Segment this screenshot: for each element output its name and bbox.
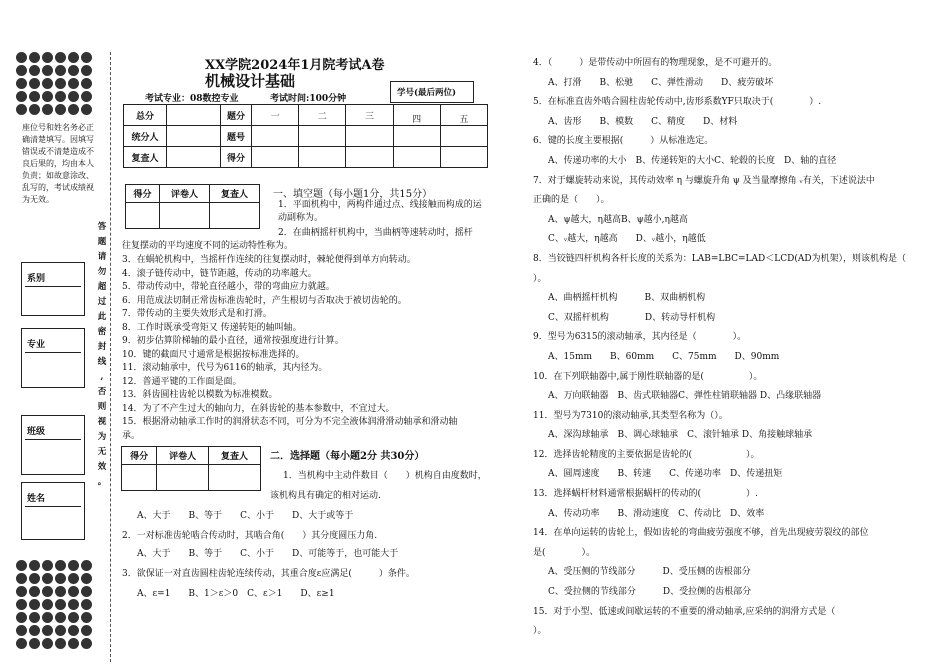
right-line: 12．选择齿轮精度的主要依据是齿轮的( ）。: [533, 449, 760, 460]
score-cell[interactable]: [440, 147, 487, 168]
grader-name-label: 评卷人: [159, 185, 209, 203]
class-label: 班级: [25, 416, 81, 440]
fill-question: 10．键的截面尺寸通常是根据按标准选择的。: [122, 349, 305, 360]
binding-holes-top: [16, 52, 93, 116]
grader-cell[interactable]: [209, 203, 259, 229]
score-cell[interactable]: [346, 147, 393, 168]
right-line: 6．键的长度主要根据( ）从标准选定。: [533, 136, 714, 147]
fill-question: 5．带动传动中，带轮直径越小，带的弯曲应力就越。: [122, 282, 335, 292]
right-column-questions: [533, 54, 928, 642]
class-field[interactable]: [21, 415, 85, 475]
right-line: A、打滑 B、松驰 C、弹性滑动 D、疲劳破坏: [548, 77, 774, 88]
right-line: 是( ）。: [533, 547, 596, 558]
reviewer-cell[interactable]: [167, 147, 221, 168]
right-line: ）。: [533, 273, 547, 284]
choice-question-2-options: A、大于 B、等于 C、小于 D、可能等于，也可能大于: [137, 549, 399, 559]
earned-score-label: 得分: [221, 147, 252, 168]
score-total-label: 总分: [124, 105, 167, 126]
fill-question-1: 1．平面机构中，两构件通过点、线接触而构成的运动副称为。: [278, 200, 482, 223]
choice-question-3: 3．欲保证一对直齿圆柱齿轮连续传动，其重合度ε应满足( ）条件。: [122, 569, 415, 579]
grader-score-label: 得分: [122, 447, 157, 465]
right-line: 14．在单向运转的齿轮上，假如齿轮的弯曲疲劳强度不够，首先出现疲劳裂纹的部位: [533, 528, 869, 539]
choice-question-1a: 1．当机构中主动件数目（ ）机构自由度数时，: [283, 471, 487, 481]
grader-table-section2: [121, 446, 261, 491]
right-line: A、ψ越大，η越高B、ψ越小,η越高: [548, 214, 688, 225]
tally-person-cell[interactable]: [167, 126, 221, 147]
major-label: 专业: [25, 329, 81, 353]
course-title: 机械设计基础: [205, 72, 296, 90]
choice-question-2: 2．一对标准齿轮啮合传动时，其啮合角( ）其分度圆压力角.: [122, 531, 378, 541]
grader-score-label: 得分: [126, 185, 160, 203]
name-label: 姓名: [25, 483, 81, 507]
choice-question-1b: 该机构具有确定的相对运动.: [270, 491, 381, 501]
fill-question-15a: 15．根据滑动轴承工作时的润滑状态不同，可分为不完全液体润滑滑动轴承和滑动轴: [122, 417, 458, 427]
right-line: A、齿形 B、模数 C、精度 D、材料: [548, 116, 738, 127]
right-line: 5．在标准直齿外啮合圆柱齿轮传动中,齿形系数YF只取决于( ）.: [533, 97, 822, 108]
fill-question: 14．为了不产生过大的轴向力，在斜齿轮的基本参数中，不宜过大。: [122, 403, 395, 414]
section2-title: 二．选择题（每小题2分 共30分）: [270, 451, 425, 462]
right-line: 7．对于螺旋转动来说，其传动效率 η 与螺旋升角 ψ 及当量摩擦角 ᵥ有关，下述说法中: [533, 175, 875, 186]
grader-reviewer-label: 复查人: [209, 185, 259, 203]
right-line: 10．在下列联轴器中,属于刚性联轴器的是( ）。: [533, 371, 763, 382]
right-line: A、深沟球轴承 B、调心球轴承 C、滚针轴承 D、角接触球轴承: [548, 430, 813, 441]
student-no-label: 学号(最后两位): [397, 88, 457, 98]
right-line: C、双摇杆机构 D、转动导杆机构: [548, 312, 716, 323]
right-line: A、万向联轴器 B、齿式联轴器C、弹性柱销联轴器 D、凸缘联轴器: [548, 391, 822, 402]
col-header-1: 一: [252, 105, 299, 126]
tally-person-label: 统分人: [124, 126, 167, 147]
fill-question: 7．带传动的主要失效形式是和打滑。: [122, 309, 272, 319]
fill-question: 9．初步估算阶梯轴的最小直径，通常按强度进行计算。: [122, 336, 344, 346]
question-no-label: 题号: [221, 126, 252, 147]
right-line: 9．型号为6315的滚动轴承，其内径是（ ）。: [533, 332, 747, 343]
grader-cell[interactable]: [122, 465, 157, 491]
col-header-5: 五: [440, 105, 487, 126]
right-line: 13．选择蜗杆材料通常根据蜗杆的传动的( ）.: [533, 489, 758, 500]
score-cell[interactable]: [252, 147, 299, 168]
seat-instruction-note: 座位号和姓名务必正确清楚填写。因填写错误或不清楚造成不良后果的，均由本人负责；如故意涂改、乱写的，考试成绩视为无效。: [22, 123, 94, 204]
score-table: [123, 104, 488, 168]
right-line: A、传递功率的大小 B、传递转矩的大小C、轮毂的长度 D、轴的直径: [548, 155, 837, 166]
score-cell[interactable]: [393, 126, 440, 147]
reviewer-label: 复查人: [124, 147, 167, 168]
fill-question-2b: 往复摆动的平均速度不同的运动特性称为。: [122, 241, 294, 251]
department-label: 系别: [25, 263, 81, 287]
fill-question: 13．斜齿圆柱齿轮以模数为标准模数。: [122, 390, 278, 400]
major-field[interactable]: [21, 328, 85, 388]
exam-title: XX学院2024年1月院考试A卷: [205, 58, 385, 73]
right-line: 正确的是（ ）。: [533, 195, 610, 206]
grader-table-section1: [125, 184, 260, 229]
right-line: 4．（ ）是带传动中所固有的物理现象，是不可避开的。: [533, 58, 778, 68]
score-cell[interactable]: [440, 126, 487, 147]
right-line: 11．型号为7310的滚动轴承,其类型名称为（）。: [533, 410, 728, 421]
fill-question: 11．滚动轴承中，代号为6116的轴承，其内径为。: [122, 363, 328, 373]
right-line: A、曲柄摇杆机构 B、双曲柄机构: [548, 293, 706, 304]
right-line: A、传动功率 B、滑动速度 C、传动比 D、效率: [548, 508, 765, 519]
score-cell[interactable]: [346, 126, 393, 147]
fill-question: 3．在蜗轮机构中，当摇杆作连续的往复摆动时，棘轮便得到单方向转动。: [122, 255, 416, 265]
grader-name-label: 评卷人: [157, 447, 209, 465]
exam-major: 考试专业：08数控专业: [145, 94, 239, 104]
section1-title: 一、填空题（每小题1分，共15分）: [273, 189, 433, 200]
department-field[interactable]: [21, 262, 85, 316]
score-cell[interactable]: [393, 147, 440, 168]
col-header-3: 三: [346, 105, 393, 126]
right-line: C、ᵥ越大，η越高 D、ᵥ越小，η越低: [548, 234, 706, 245]
col-header-4: 四: [393, 105, 440, 126]
grader-reviewer-label: 复查人: [209, 447, 261, 465]
binding-holes-bottom: [16, 560, 93, 650]
student-no-box[interactable]: [390, 81, 474, 103]
fill-question: 4．滚子链传动中，链节距越，传动的功率越大。: [122, 268, 317, 279]
right-line: A、受压侧的节线部分 D、受压侧的齿根部分: [548, 567, 751, 578]
score-cell[interactable]: [299, 126, 346, 147]
right-line: ）。: [533, 626, 547, 637]
score-cell[interactable]: [252, 126, 299, 147]
grader-cell[interactable]: [209, 465, 261, 491]
fill-questions-list: [122, 254, 492, 443]
fill-question: 6．用范成法切制正常齿标准齿轮时，产生根切与否取决于被切齿轮的。: [122, 295, 407, 306]
score-cell[interactable]: [299, 147, 346, 168]
question-score-label: 题分: [221, 105, 252, 126]
right-line: 15．对于小型、低速或间歇运转的不重要的滑动轴承,应采纳的润滑方式是（: [533, 606, 836, 617]
right-line: A、圆周速度 B、转速 C、传递功率 D、传递扭矩: [548, 469, 783, 480]
fill-question-15b: 承。: [122, 430, 141, 441]
score-total-cell[interactable]: [167, 105, 221, 126]
grader-cell[interactable]: [159, 203, 209, 229]
exam-time: 考试时间:100分钟: [270, 94, 347, 104]
name-field[interactable]: [21, 482, 85, 540]
right-line: 8．当铰链四杆机构各杆长度的关系为：LAB=LBC=LAD＜LCD(AD为机架），则该机构是（: [533, 253, 907, 264]
right-line: A、15mm B、60mm C、75mm D、90mm: [548, 351, 780, 362]
col-header-2: 二: [299, 105, 346, 126]
seal-line-warning: 答 题 请 勿 超 过 此 密 封 线 , 否 则 视 为 无 效 。: [97, 222, 107, 487]
fill-question: 12．普通平键的工作面是面。: [122, 376, 242, 387]
grader-cell[interactable]: [126, 203, 160, 229]
right-line: C、受拉侧的节线部分 D、受拉侧的齿根部分: [548, 587, 752, 598]
fill-question-2a: 2．在曲柄摇杆机构中，当曲柄等速转动时，摇杆: [278, 228, 473, 238]
fill-question: 8．工作时既承受弯矩又 传递转矩的轴叫轴。: [122, 322, 302, 333]
choice-question-1-options: A、大于 B、等于 C、小于 D、大于或等于: [137, 511, 354, 521]
seal-line: [110, 52, 111, 662]
grader-cell[interactable]: [157, 465, 209, 491]
choice-question-3-options: A、ε=1 B、1＞ε＞0 C、ε＞1 D、ε≥1: [137, 589, 335, 599]
